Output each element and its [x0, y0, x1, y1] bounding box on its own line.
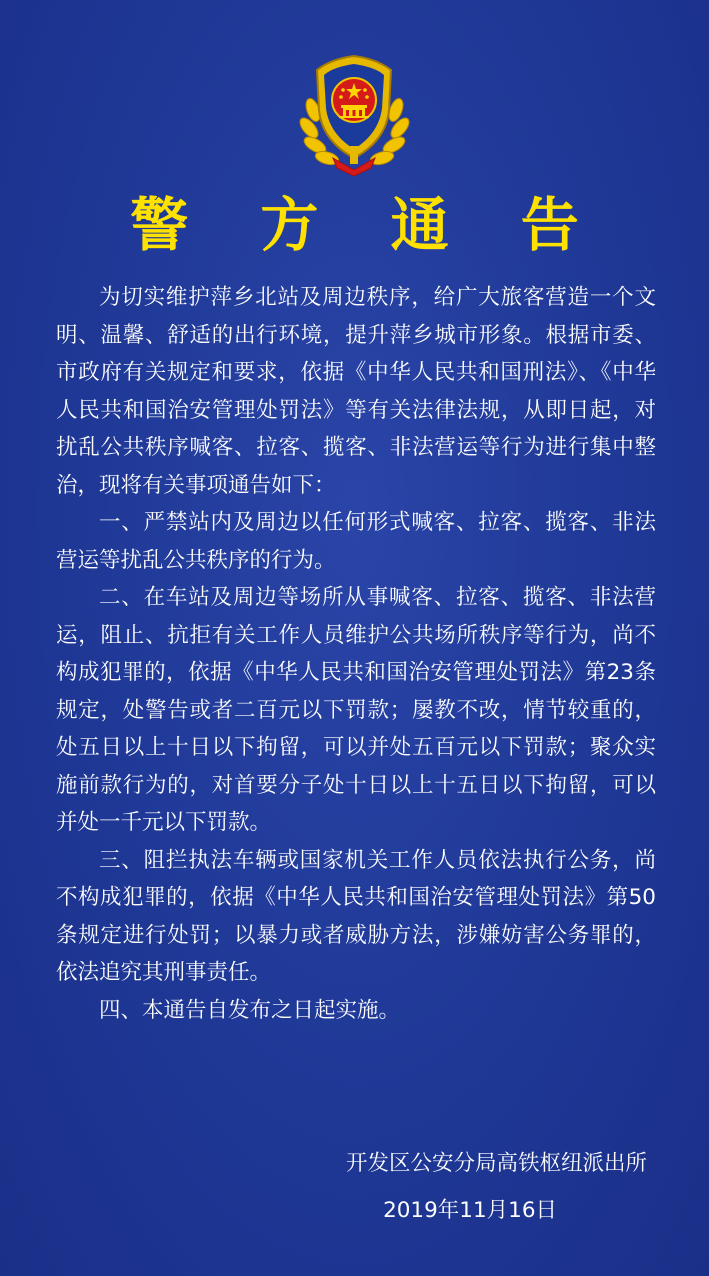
notice-title: 警 方 通 告: [130, 191, 605, 259]
item-4-paragraph: 四、本通告自发布之日起实施。: [99, 997, 401, 1023]
item-1-paragraph: 一、严禁站内及周边以任何形式喊客、拉客、揽客、非法营运等扰乱公共秩序的行为。: [56, 510, 656, 573]
item-3-paragraph: 三、阻拦执法车辆或国家机关工作人员依法执行公务，尚不构成犯罪的，依据《中华人民共和国治安管理处罚法》第50条规定进行处罚；以暴力或者威胁方法，涉嫌妨害公务罪的，依法追究其刑事责任。: [56, 847, 656, 985]
notice-body: [56, 279, 656, 1029]
issue-date: 2019年11月16日: [383, 1198, 557, 1223]
police-emblem-icon: [297, 50, 412, 178]
issuer-name: 开发区公安分局高铁枢纽派出所: [345, 1151, 647, 1176]
item-2-paragraph: 二、在车站及周边等场所从事喊客、拉客、揽客、非法营运，阻止、抗拒有关工作人员维护公共场所秩序等行为，尚不构成犯罪的，依据《中华人民共和国治安管理处罚法》第23条规定，处警告或者二百元以下罚款；屡教不改，情节较重的，处五日以上十日以下拘留，可以并处五百元以下罚款；聚众实施前款行为的，对首要分子处十日以上十五日以下拘留，可以并处一千元以下罚款。: [56, 585, 656, 835]
signature-block: [346, 1140, 647, 1234]
intro-paragraph: 为切实维护萍乡北站及周边秩序，给广大旅客营造一个文明、温馨、舒适的出行环境，提升萍乡城市形象。根据市委、市政府有关规定和要求，依据《中华人民共和国刑法》、《中华人民共和国治安管理处罚法》等有关法律法规，从即日起，对扰乱公共秩序喊客、拉客、揽客、非法营运等行为进行集中整治，现将有关事项通告如下：: [56, 285, 656, 498]
